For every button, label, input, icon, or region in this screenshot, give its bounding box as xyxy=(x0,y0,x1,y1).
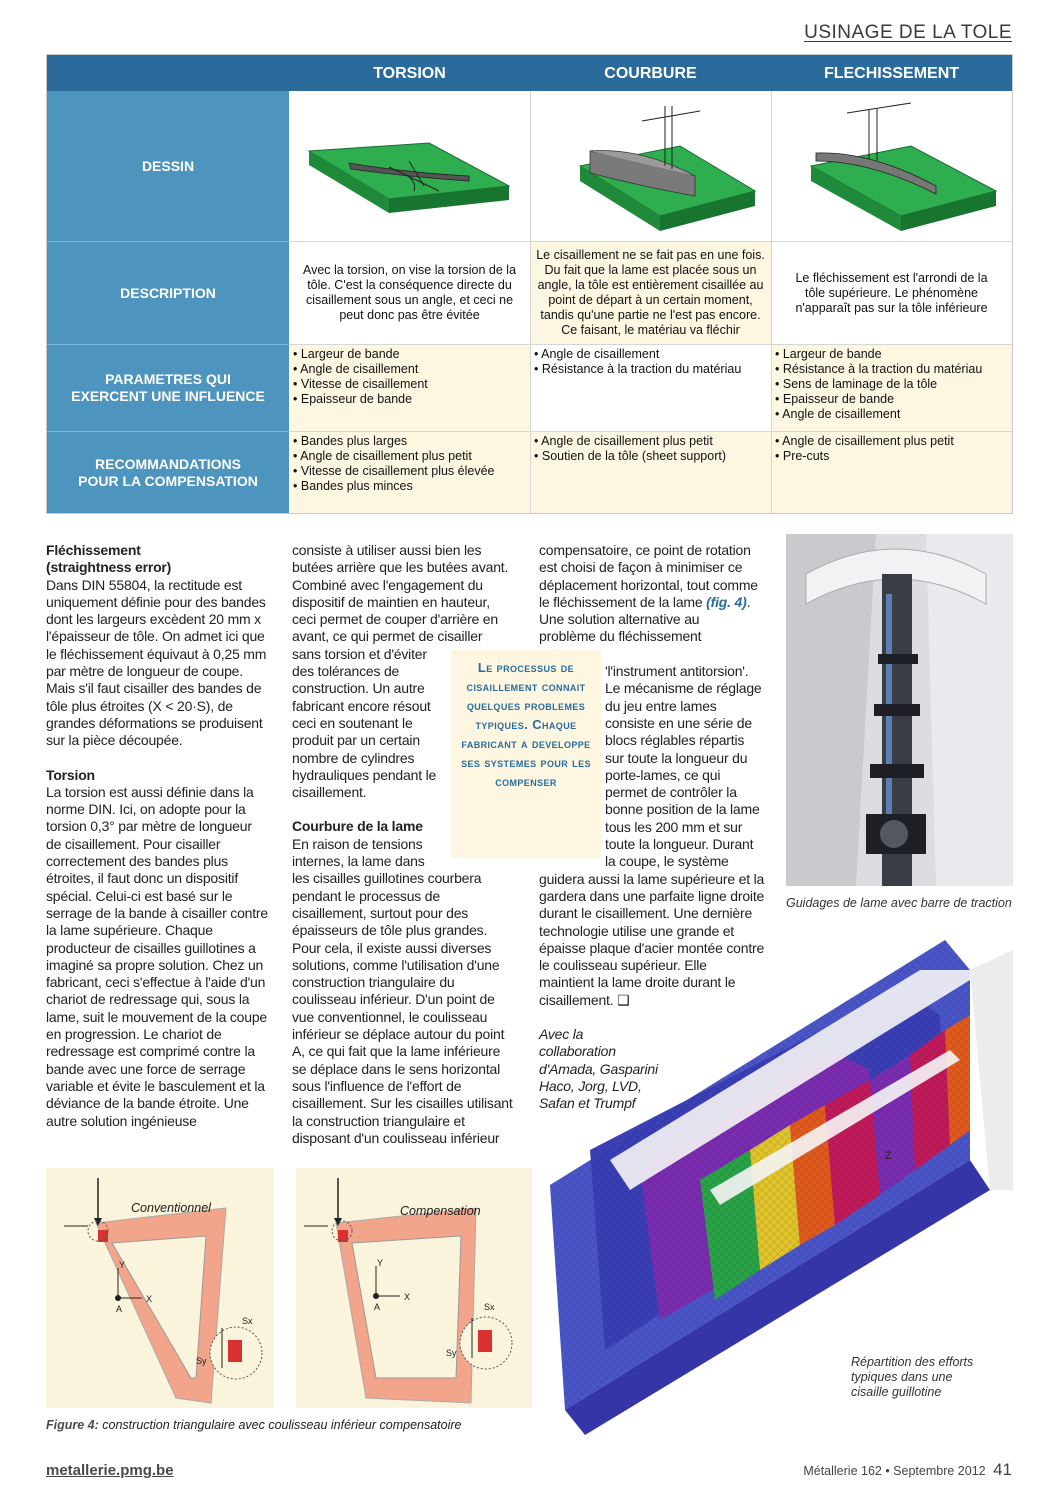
column-header-flechissement: FLECHISSEMENT xyxy=(823,65,960,82)
paragraph: Une solution alternative au problème du fléchissement xyxy=(539,611,702,645)
list-item: • Largeur de bande xyxy=(775,347,1008,362)
axis-label-x: X xyxy=(404,1292,411,1302)
pull-quote: Le processus de cisaillement connait quelques problemes typiques. Chaque fabricant a developpe ses systemes pour les compenser xyxy=(451,650,601,858)
list-item: • Pre-cuts xyxy=(775,449,1008,464)
paragraph: La torsion est aussi définie dans la norme DIN. Ici, on adopte pour la torsion 0,3° par mètre de longueur de cisaillement. Pour cisailler correctement des bandes plus étroites, il faut donc un dispositif spécial. Celui-ci est basé sur le serrage de la bande à cisailler contre la lame supérieure. Chaque producteur de cisailles guillotines a imaginé sa propre solution. Chez un fabricant, ceci s'effectue à l'aide d'un chariot de redressage qui, sous la lame, suit le mouvement de la coupe en progression. Le chariot de redressage est comprimé contre la bande avec une force de serrage variable et évite le basculement et la déviance de la bande étroite. Une autre solution ingénieuse xyxy=(46,783,268,1129)
list-item: • Epaisseur de bande xyxy=(775,392,1008,407)
figure-conventionnel xyxy=(46,1168,274,1408)
list-item: • Bandes plus larges xyxy=(293,434,526,449)
section-title: USINAGE DE LA TOLE xyxy=(804,22,1012,43)
list-item: • Soutien de la tôle (sheet support) xyxy=(534,449,767,464)
recommandations-flechissement xyxy=(771,432,1012,513)
parametres-courbure xyxy=(530,345,771,431)
paragraph: Dans DIN 55804, la rectitude est uniquement définie pour des bandes dont les largeurs excèdent 20 mm x l'épaisseur de tôle. On admet ici que le fléchissement équivaut à 0,25 mm par mètre de longueur de coupe. Mais s'il faut cisailler des bandes de tôle plus étroites (X < 20·S), de grandes déformations se produisent sur la pièce découpée. xyxy=(46,576,267,749)
axis-label-x: X xyxy=(146,1294,153,1304)
list-item: • Vitesse de cisaillement plus élevée xyxy=(293,464,526,479)
figure-4-caption-text: construction triangulaire avec coulisseau inférieur compensatoire xyxy=(102,1418,462,1432)
footer-issue-text: Métallerie 162 • Septembre 2012 xyxy=(803,1464,986,1478)
list-item: • Largeur de bande xyxy=(293,347,526,362)
photo-caption: Guidages de lame avec barre de traction xyxy=(786,896,1012,910)
paragraph: compensatoire, ce point de rotation est choisi de façon à minimiser ce déplacement horizontal, tout comme le fléchissement de la lame (fig. 4). xyxy=(539,542,758,610)
description-courbure: Le cisaillement ne se fait pas en une fois. Du fait que la lame est placée sous un angle, la tôle est entièrement cisaillée au point de départ à un certain moment, tandis qu'une partie ne l'est pas encore. Ce faisant, le matériau va fléchir xyxy=(530,242,771,344)
list-item: • Angle de cisaillement plus petit xyxy=(534,434,767,449)
recommandations-courbure xyxy=(530,432,771,513)
list-item: • Résistance à la traction du matériau xyxy=(534,362,767,377)
drawing-courbure xyxy=(530,91,771,241)
list-item: • Vitesse de cisaillement xyxy=(293,377,526,392)
description-flechissement: Le fléchissement est l'arrondi de la tôle supérieure. Le phénomène n'apparaît pas sur la tôle inférieure xyxy=(795,270,988,315)
figure-4-caption xyxy=(46,1418,462,1432)
article-column-1 xyxy=(46,542,268,1130)
axis-label-y: Y xyxy=(119,1260,126,1270)
description-torsion: Avec la torsion, on vise la torsion de la tôle. C'est la conséquence directe du cisaillement sous un angle, et ceci ne peut donc pas être évitée xyxy=(302,263,517,322)
list-item: • Sens de laminage de la tôle xyxy=(775,377,1008,392)
label-sy: Sy xyxy=(196,1356,207,1366)
column-header-torsion: TORSION xyxy=(373,65,446,82)
subheading-courbure: Courbure de la lame xyxy=(292,818,423,835)
list-item: • Bandes plus minces xyxy=(293,479,526,494)
list-item: • Angle de cisaillement plus petit xyxy=(775,434,1008,449)
figure-reference: (fig. 4) xyxy=(706,593,747,610)
paragraph: 'l'instrument antitorsion'. Le mécanisme de réglage du jeu entre lames consiste en une série de blocs réglables répartis sur toute la longueur du porte-lames, ce qui permet de contrôler la bonne position de la lame tous les 200 mm et sur toute la longueur. Durant la coupe, le système xyxy=(605,663,762,870)
row-label-recommandations xyxy=(47,432,289,513)
column-divider xyxy=(771,91,772,513)
drawing-flechissement xyxy=(771,91,1012,241)
row-divider xyxy=(289,431,1012,432)
footer-issue xyxy=(803,1460,1012,1480)
list-item: • Angle de cisaillement xyxy=(775,407,1008,422)
fea-axis-label: Z xyxy=(885,1150,892,1162)
credits: Avec la collaboration d'Amada, Gasparini Haco, Jorg, LVD, Safan et Trumpf xyxy=(539,1026,658,1112)
paragraph: En raison de tensions internes, la lame dans xyxy=(292,835,425,870)
paragraph: guidera aussi la lame supérieure et la gardera dans une parfaite ligne droite durant le cisaillement. Une dernière technologie utilise une grande et épaisse plaque d'acier montée contre le coulisseau supérieur. Elle maintient la lame droite durant le cisaillement. ❑ xyxy=(539,870,765,1008)
label-sx: Sx xyxy=(242,1316,253,1326)
footer-site-link[interactable]: metallerie.pmg.be xyxy=(46,1462,174,1479)
paragraph-text: compensatoire, ce point de rotation est choisi de façon à minimiser ce déplacement horizontal, tout comme le fléchissement de la lame xyxy=(539,542,758,610)
row-label-parametres-line2: EXERCENT UNE INFLUENCE xyxy=(71,388,265,404)
column-divider xyxy=(530,91,531,513)
blade-guide-photo xyxy=(786,534,1013,886)
row-label-dessin: DESSIN xyxy=(141,157,195,174)
parametres-torsion xyxy=(289,345,530,431)
row-label-parametres xyxy=(47,345,289,431)
row-label-recommandations-line1: RECOMMANDATIONS xyxy=(95,455,241,472)
list-item: • Angle de cisaillement xyxy=(534,347,767,362)
row-label-parametres-line1: PARAMETRES QUI xyxy=(105,371,231,387)
paragraph: les cisailles guillotines courbera pendant le processus de cisaillement, surtout pour des épaisseurs de tôle plus grandes. Pour cela, il existe aussi diverses solutions, comme l'utilisation d'une construction triangulaire du coulisseau inférieur. D'un point de vue conventionnel, le coulisseau inférieur se déplace autour du point A, ce qui fait que la lame inférieure se déplace dans le sens horizontal sous l'influence de l'effort de cisaillement. Sur les cisailles utilisant la construction triangulaire et disposant d'un coulisseau inférieur xyxy=(292,870,513,1146)
row-divider xyxy=(289,344,1012,345)
axis-label-y: Y xyxy=(377,1258,384,1268)
subheading-torsion: Torsion xyxy=(46,766,95,783)
figure-label-compensation: Compensation xyxy=(400,1204,481,1218)
page-number: 41 xyxy=(993,1460,1012,1479)
figure-4-caption-label: Figure 4: xyxy=(46,1418,99,1432)
column-header-courbure: COURBURE xyxy=(604,65,697,82)
drawing-torsion xyxy=(289,91,530,241)
list-item: • Résistance à la traction du matériau xyxy=(775,362,1008,377)
paragraph: consiste à utiliser aussi bien les butées arrière que les butées avant. Combiné avec l'engagement du dispositif de maintien en hauteur, ceci permet de couper d'arrière en avant, ce qui permet de cisailler xyxy=(292,542,509,645)
label-sy: Sy xyxy=(446,1348,457,1358)
parametres-flechissement xyxy=(771,345,1012,431)
fea-caption: Répartition des efforts typiques dans une cisaille guillotine xyxy=(851,1355,974,1399)
figure-label-conventionnel: Conventionnel xyxy=(131,1201,211,1215)
subheading-flechissement: Fléchissement xyxy=(46,542,141,558)
point-label-a: A xyxy=(116,1304,123,1314)
row-divider xyxy=(289,241,1012,242)
comparison-table xyxy=(46,54,1013,514)
point-label-a: A xyxy=(374,1302,381,1312)
list-item: • Angle de cisaillement xyxy=(293,362,526,377)
paragraph: sans torsion et d'éviter des tolérances de construction. Un autre fabricant encore résout ceci en soutenant le produit par un certain nombre de cylindres hydrauliques pendant le cisaillement. xyxy=(292,645,437,801)
recommandations-torsion xyxy=(289,432,530,513)
list-item: • Epaisseur de bande xyxy=(293,392,526,407)
label-sx: Sx xyxy=(484,1302,495,1312)
list-item: • Angle de cisaillement plus petit xyxy=(293,449,526,464)
row-label-recommandations-line2: POUR LA COMPENSATION xyxy=(78,472,258,489)
subheading-straightness: (straightness error) xyxy=(46,559,172,576)
row-label-description: DESCRIPTION xyxy=(120,284,216,301)
table-header-row xyxy=(47,55,1012,91)
figure-compensation xyxy=(296,1168,532,1408)
